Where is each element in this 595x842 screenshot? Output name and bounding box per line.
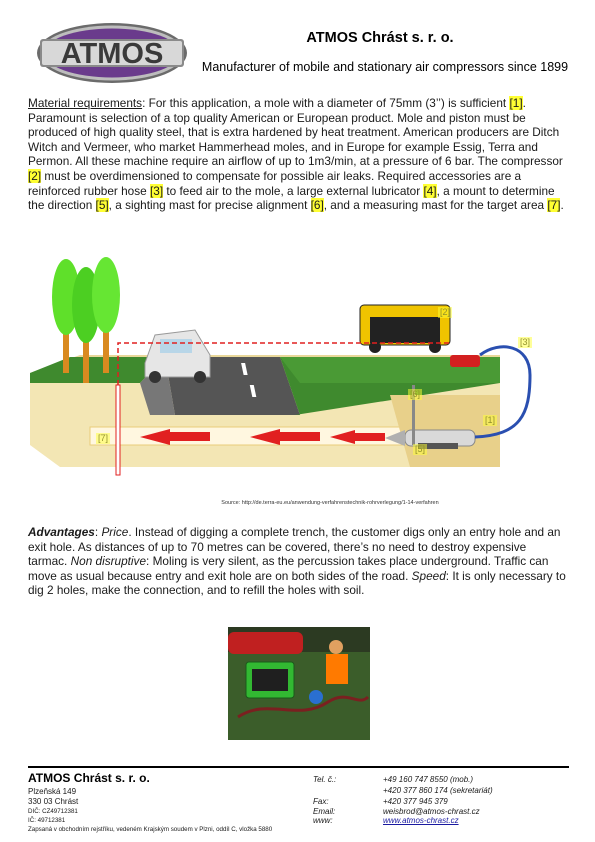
footer-dic: DIČ: CZ49712381 — [28, 808, 78, 815]
footer-fax: +420 377 945 379 — [383, 797, 448, 806]
footer-fax-label: Fax: — [313, 797, 329, 806]
company-title: ATMOS Chrást s. r. o. — [306, 30, 454, 46]
material-requirements-paragraph: Material requirements: For this application, a mole with a diameter of 75mm (3’’) is sufficient [1]. Paramount is selection of a top quality American or European product. Mole and piston must be produced of high quality steel, that is extra hardened by heat treatment. American producers are Ditch Witch and Vermeer, who market Hammerhead moles, and in Europe for example Essig, Terra and Permon. All these machine require an airflow of up to 1m3/min, at a pressure of 6 bar. The compressor [2] must be overdimensioned to compensate for possible air leaks. Required accessories are a reinforced rubber hose [3] to feed air to the mole, a large external lubricator [4], a mount to determine the direction [5], a sighting mast for precise alignment [6], and a measuring mast for the target area [7]. — [28, 96, 564, 213]
moling-diagram — [30, 245, 550, 505]
footer-company: ATMOS Chrást s. r. o. — [28, 771, 150, 785]
ref-7: [7] — [547, 198, 561, 213]
ref-5: [5] — [95, 198, 109, 213]
ref-1: [1] — [509, 96, 523, 110]
ref-2: [2] — [28, 168, 42, 183]
footer-email-label: Email: — [313, 807, 336, 816]
diagram-source: Source: http://de.terra-eu.eu/anwendung-verfahrenstechnik-rohrverlegung/1-14-verfahren — [221, 500, 439, 506]
ref-3: [3] — [149, 183, 164, 198]
advantages-paragraph: Advantages: Price. Instead of digging a complete trench, the customer digs only an entry hole and an exit hole. As distances of up to 70 metres can be covered, there’s no need to destroy expensive tarmac. Non disruptive: Moling is very silent, as the percussion takes place underground. Traffic can move as usual because entry and exit hole are on both sides of the road. Speed: It is only necessary to dig 2 holes, make the connection, and to refill the holes with soil. — [28, 525, 566, 598]
material-requirements-heading: Material requirements — [28, 96, 143, 110]
footer-www-label: www: — [313, 816, 333, 825]
ref-4: [4] — [423, 183, 437, 198]
footer-divider — [28, 766, 569, 768]
tree — [92, 257, 120, 333]
footer-city: 330 03 Chrást — [28, 797, 79, 806]
footer-street: Plzeňská 149 — [28, 787, 77, 796]
car — [145, 330, 210, 377]
footer-tel1: +49 160 747 8550 (mob.) — [383, 775, 474, 784]
atmos-logo — [36, 22, 188, 84]
site-photo — [228, 627, 370, 740]
footer-tel2: +420 377 860 174 (sekretariát) — [383, 786, 493, 795]
footer-website-link[interactable]: www.atmos-chrast.cz — [383, 816, 459, 825]
company-subtitle: Manufacturer of mobile and stationary air compressors since 1899 — [201, 60, 569, 74]
footer-registry: Zapsaná v obchodním rejstříku, vedeném Krajským soudem v Plzni, oddíl C, vložka 5880 — [28, 826, 273, 833]
footer-ico: IČ: 49712381 — [28, 817, 66, 824]
footer-email[interactable]: weisbrod@atmos-chrast.cz — [383, 807, 480, 816]
logo-text: ATMOS — [60, 38, 164, 70]
lubricator — [450, 355, 480, 367]
advantages-heading: Advantages — [28, 525, 95, 539]
ref-6: [6] — [310, 198, 324, 213]
footer-tel-label: Tel. č.: — [313, 775, 337, 784]
